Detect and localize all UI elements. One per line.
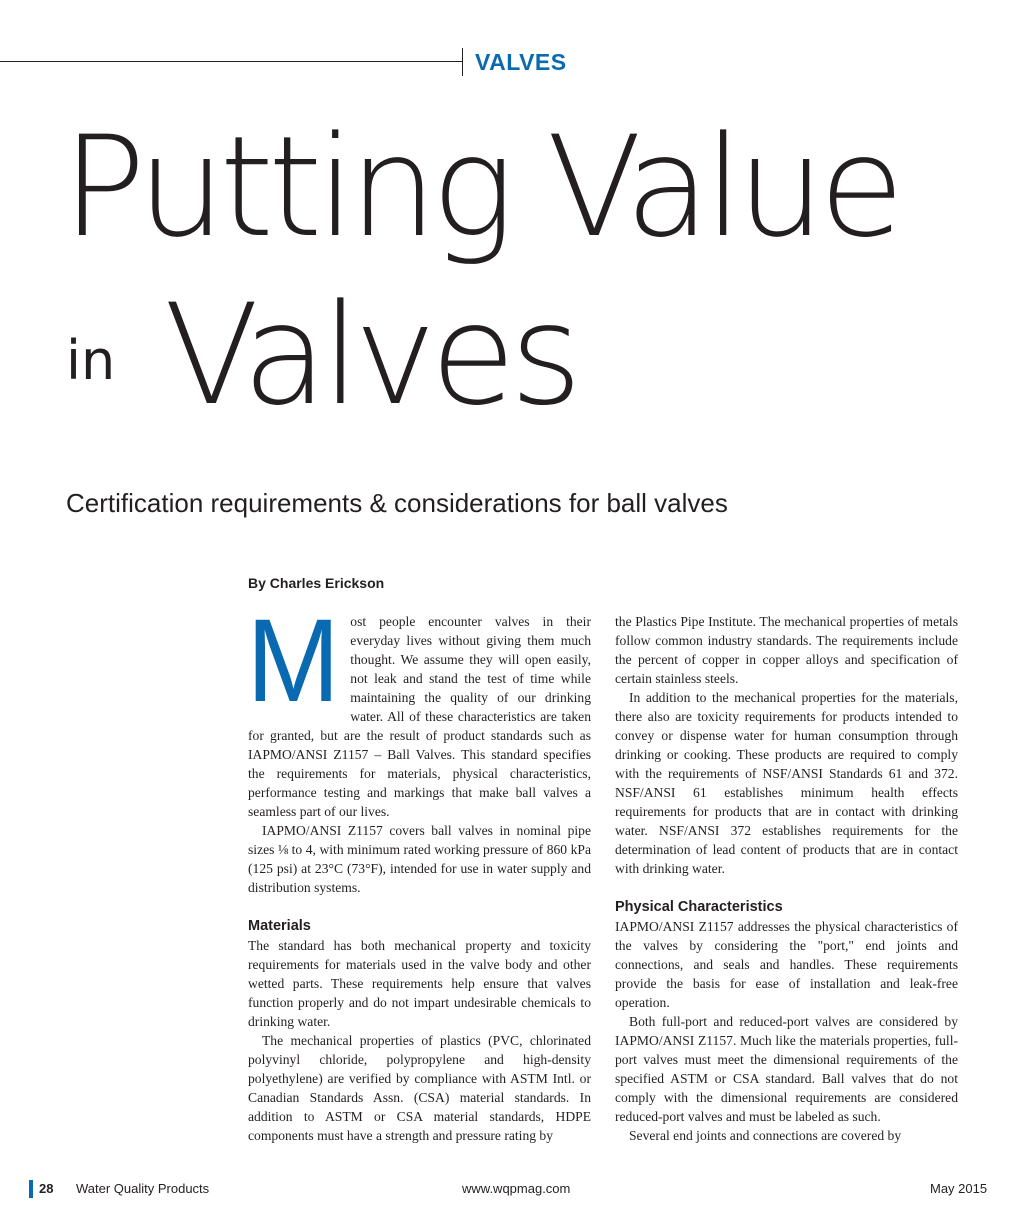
article-deck: Certification requirements & considerations for ball valves (66, 488, 728, 518)
article-title-line-1: Putting Value (62, 106, 899, 268)
website-url: www.wqpmag.com (462, 1181, 571, 1196)
paragraph: The standard has both mechanical property and toxicity requirements for materials used in the valve body and other wetted parts. These requirements help ensure that valves function properly and do not impart undesirable chemicals to drinking water. (248, 938, 591, 1029)
subheading-materials: Materials (248, 918, 311, 934)
page-footer (0, 1180, 1024, 1200)
article-title-line-2: Valves (164, 274, 577, 436)
header-divider (462, 48, 463, 76)
paragraph: IAPMO/ANSI Z1157 addresses the physical characteristics of the valves by considering the "port," end joints and connections, and seals and handles. These requirements provide the basis for ease of installation and leak-free operation. (615, 919, 958, 1010)
paragraph: Both full-port and reduced-port valves are considered by IAPMO/ANSI Z1157. Much like the materials properties, full-port valves must meet the dimensional requirements of the specified ASTM or CSA standard. Ball valves that do not comply with the dimensional requirements are considered reduced-port valves and must be labeled as such. (615, 1014, 958, 1124)
paragraph: the Plastics Pipe Institute. The mechanical properties of metals follow common industry standards. The requirements include the percent of copper in copper alloys and specification of certain stainless steels. (615, 614, 958, 686)
article-title-small-word: in (66, 329, 116, 392)
page-number: 28 (39, 1181, 54, 1196)
footer-accent-bar (29, 1180, 33, 1198)
publication-name: Water Quality Products (76, 1181, 210, 1196)
drop-cap: M (246, 595, 340, 727)
subheading-physical-characteristics: Physical Characteristics (615, 899, 783, 915)
paragraph: ost people encounter valves in their everyday lives without giving them much thought. We assume they will open easily, not leak and stand the test of time while maintaining the quality of our drinking water. All of these characteristics are taken for granted, but are the result of product standards such as IAPMO/ANSI Z1157 – Ball Valves. This standard specifies the requirements for materials, physical characteristics, performance testing and markings that make ball valves a seamless part of our lives. (248, 614, 591, 819)
paragraph: Several end joints and connections are covered by (629, 1128, 902, 1143)
issue-date: May 2015 (930, 1181, 988, 1196)
paragraph: IAPMO/ANSI Z1157 covers ball valves in nominal pipe sizes ⅛ to 4, with minimum rated working pressure of 860 kPa (125 psi) at 23°C (73°F), intended for use in water supply and distribution systems. (248, 823, 591, 895)
paragraph: In addition to the mechanical properties for the materials, there also are toxicity requirements for products intended to convey or dispense water for human consumption through drinking or cooking. These products are required to comply with the requirements of NSF/ANSI Standards 61 and 372. NSF/ANSI 61 establishes minimum health effects requirements for products that are in contact with drinking water. NSF/ANSI 372 establishes requirements for the determination of lead content of products that are in contact with drinking water. (615, 690, 958, 876)
right-column (615, 612, 958, 1145)
header-rule (0, 61, 462, 62)
byline: By Charles Erickson (248, 575, 385, 591)
paragraph: The mechanical properties of plastics (PVC, chlorinated polyvinyl chloride, polypropylene and high-density polyethylene) are verified by compliance with ASTM Intl. or Canadian Standards Assn. (CSA) material standards. In addition to ASTM or CSA material standards, HDPE components must have a strength and pressure rating by (248, 1033, 591, 1143)
section-label: VALVES (475, 49, 567, 75)
left-column (246, 595, 591, 1145)
